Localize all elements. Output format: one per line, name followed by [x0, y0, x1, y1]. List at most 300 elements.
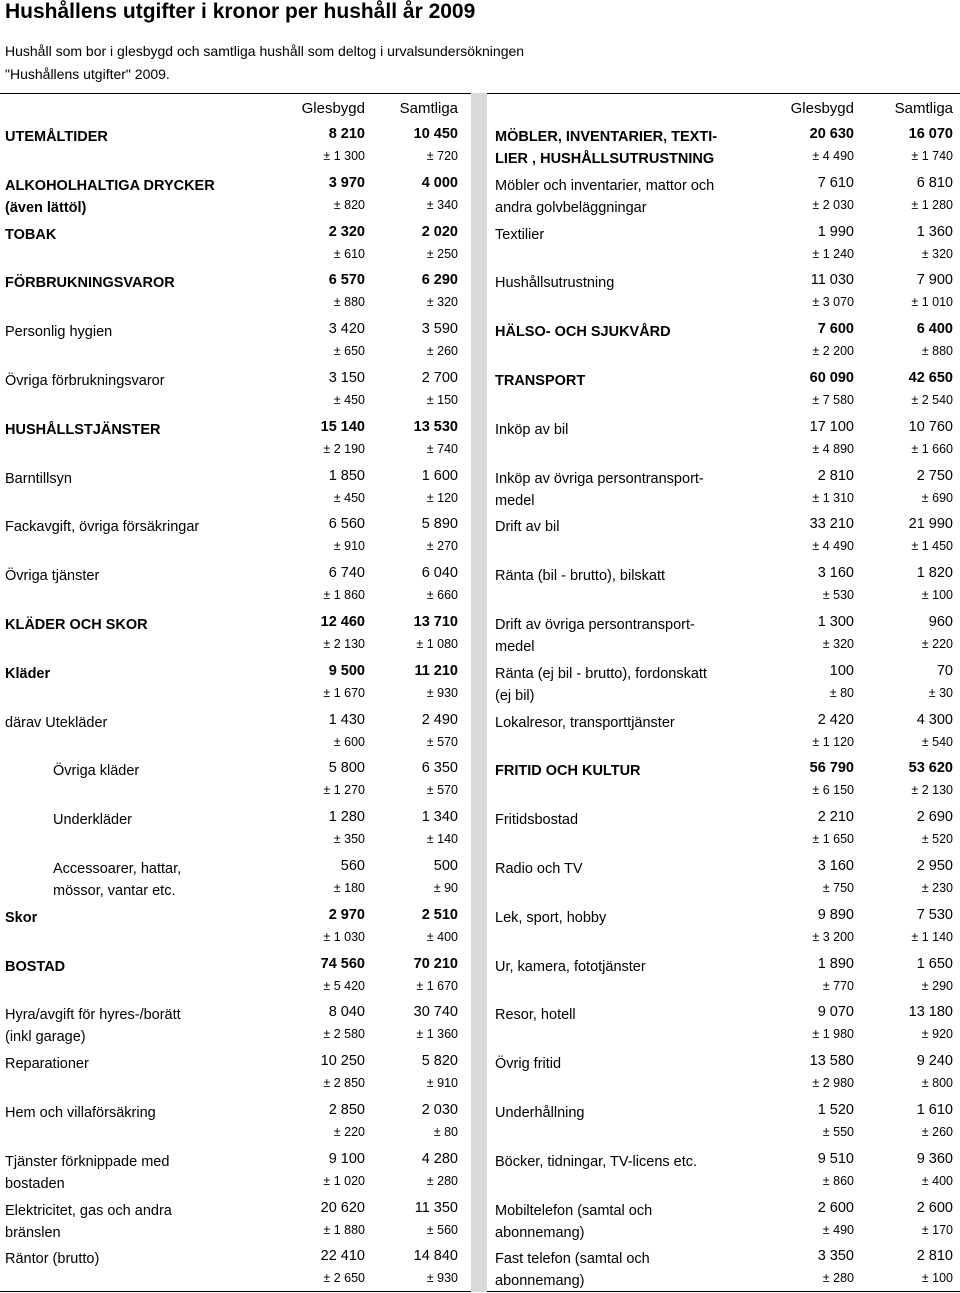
- glesbygd-margin-of-error: ± 1 120: [812, 734, 854, 749]
- glesbygd-value: 3 160: [817, 857, 854, 874]
- table-row: [495, 221, 955, 270]
- row-label-line-2: medel: [495, 638, 535, 655]
- glesbygd-margin-of-error: ± 2 650: [323, 1271, 365, 1286]
- samtliga-margin-of-error: ± 170: [921, 1222, 953, 1237]
- table-row: [5, 660, 465, 709]
- glesbygd-value: 100: [829, 662, 854, 679]
- samtliga-value: 2 690: [916, 809, 953, 826]
- glesbygd-value: 2 600: [817, 1199, 854, 1216]
- samtliga-value: 2 810: [916, 1248, 953, 1265]
- samtliga-margin-of-error: ± 400: [426, 929, 458, 944]
- glesbygd-value: 3 350: [817, 1248, 854, 1265]
- row-label: [5, 419, 160, 441]
- table-row: [5, 465, 465, 514]
- glesbygd-margin-of-error: ± 350: [333, 832, 365, 847]
- row-label: [495, 1151, 697, 1173]
- glesbygd-value: 9 070: [817, 1004, 854, 1021]
- glesbygd-margin-of-error: ± 860: [822, 1173, 854, 1188]
- row-label-line-1: Reparationer: [5, 1056, 89, 1073]
- glesbygd-value: 2 420: [817, 711, 854, 728]
- table-row: [5, 367, 465, 416]
- samtliga-margin-of-error: ± 1 660: [911, 441, 953, 456]
- samtliga-value: 6 400: [916, 321, 953, 338]
- row-label-line-1: Övriga kläder: [53, 763, 140, 780]
- left-header-glesbygd: Glesbygd: [301, 100, 365, 117]
- row-label: [5, 1004, 181, 1048]
- glesbygd-margin-of-error: ± 220: [333, 1124, 365, 1139]
- samtliga-margin-of-error: ± 570: [426, 734, 458, 749]
- samtliga-value: 2 750: [916, 467, 953, 484]
- row-label-line-1: Ränta (ej bil - brutto), fordonskatt: [495, 665, 707, 682]
- row-label-line-1: Elektricitet, gas och andra: [5, 1202, 172, 1219]
- table-row: [495, 513, 955, 562]
- row-label: [495, 614, 695, 658]
- glesbygd-value: 7 600: [817, 321, 854, 338]
- row-label: [53, 760, 139, 782]
- samtliga-value: 11 350: [414, 1199, 458, 1216]
- samtliga-margin-of-error: ± 1 740: [911, 149, 953, 163]
- row-label-line-2: abonnemang): [495, 1224, 585, 1241]
- glesbygd-value: 33 210: [809, 516, 854, 533]
- table-row: [5, 123, 465, 172]
- row-label: [495, 1004, 576, 1026]
- table-row: [5, 709, 465, 758]
- samtliga-value: 4 280: [421, 1150, 458, 1167]
- row-label-line-1: därav Utekläder: [5, 714, 108, 731]
- row-label: [495, 1200, 652, 1244]
- samtliga-margin-of-error: ± 910: [426, 1076, 458, 1091]
- row-label-line-1: Radio och TV: [495, 860, 583, 877]
- row-label-line-1: Hyra/avgift för hyres-/borätt: [5, 1007, 181, 1024]
- samtliga-value: 2 020: [421, 223, 458, 240]
- row-label: [495, 760, 641, 782]
- samtliga-margin-of-error: ± 930: [426, 1271, 458, 1286]
- glesbygd-value: 20 630: [809, 126, 854, 142]
- glesbygd-value: 12 460: [320, 613, 365, 630]
- table-row: [5, 806, 465, 855]
- row-label-line-1: Fritidsbostad: [495, 812, 579, 829]
- row-label: [495, 565, 665, 587]
- table-row: [5, 904, 465, 953]
- row-label-line-2: (inkl garage): [5, 1029, 86, 1046]
- row-label: [495, 858, 583, 880]
- glesbygd-value: 6 560: [328, 516, 365, 533]
- row-label-line-1: Möbler och inventarier, mattor och: [495, 177, 715, 194]
- glesbygd-value: 6 570: [328, 272, 365, 289]
- row-label: [5, 175, 215, 219]
- row-label: [5, 1102, 156, 1124]
- subtitle-line-2: "Hushållens utgifter" 2009.: [5, 66, 170, 82]
- row-label: [53, 809, 132, 831]
- row-label: [5, 1151, 169, 1195]
- row-label: [5, 712, 107, 734]
- row-label-line-1: Textilier: [495, 226, 545, 243]
- glesbygd-margin-of-error: ± 3 070: [812, 295, 854, 310]
- samtliga-margin-of-error: ± 220: [921, 636, 953, 651]
- glesbygd-margin-of-error: ± 1 240: [812, 246, 854, 261]
- right-header-glesbygd: Glesbygd: [790, 100, 854, 117]
- row-label-line-1: Lokalresor, transporttjänster: [495, 714, 675, 731]
- samtliga-value: 2 950: [916, 857, 953, 874]
- samtliga-value: 70 210: [413, 955, 458, 972]
- glesbygd-value: 2 810: [817, 467, 854, 484]
- samtliga-value: 1 820: [916, 565, 953, 582]
- row-label: [5, 663, 50, 685]
- row-label: [5, 272, 175, 294]
- samtliga-margin-of-error: ± 320: [426, 295, 458, 310]
- table-row: [495, 611, 955, 660]
- row-label-line-1: BOSTAD: [5, 958, 66, 975]
- table-row: [495, 904, 955, 953]
- samtliga-margin-of-error: ± 2 540: [911, 392, 953, 407]
- row-label: [5, 370, 165, 392]
- table-row: [5, 1050, 465, 1099]
- table-row: [495, 1197, 955, 1246]
- glesbygd-margin-of-error: ± 1 670: [323, 685, 365, 700]
- left-expense-table: [5, 123, 465, 1293]
- samtliga-value: 3 590: [421, 321, 458, 338]
- samtliga-margin-of-error: ± 930: [426, 685, 458, 700]
- glesbygd-margin-of-error: ± 610: [333, 246, 365, 261]
- samtliga-margin-of-error: ± 250: [426, 246, 458, 261]
- table-row: [5, 269, 465, 318]
- table-row: [495, 1099, 955, 1148]
- row-label-line-1: Kläder: [5, 665, 51, 682]
- samtliga-margin-of-error: ± 880: [921, 344, 953, 359]
- glesbygd-margin-of-error: ± 5 420: [323, 978, 365, 993]
- glesbygd-margin-of-error: ± 180: [333, 880, 365, 895]
- samtliga-margin-of-error: ± 690: [921, 490, 953, 505]
- samtliga-margin-of-error: ± 1 010: [911, 295, 953, 310]
- table-row: [495, 1050, 955, 1099]
- row-label-line-1: Accessoarer, hattar,: [53, 860, 182, 877]
- left-header-samtliga: Samtliga: [399, 100, 458, 117]
- samtliga-margin-of-error: ± 100: [921, 1271, 953, 1286]
- glesbygd-margin-of-error: ± 490: [822, 1222, 854, 1237]
- glesbygd-value: 20 620: [320, 1199, 365, 1216]
- samtliga-margin-of-error: ± 920: [921, 1027, 953, 1042]
- glesbygd-value: 1 280: [328, 809, 365, 826]
- samtliga-value: 2 600: [916, 1199, 953, 1216]
- glesbygd-margin-of-error: ± 600: [333, 734, 365, 749]
- glesbygd-margin-of-error: ± 1 020: [323, 1173, 365, 1188]
- row-label-line-1: Tjänster förknippade med: [5, 1153, 170, 1170]
- row-label-line-1: UTEMÅLTIDER: [5, 129, 108, 145]
- samtliga-value: 5 890: [421, 516, 458, 533]
- glesbygd-value: 2 210: [817, 809, 854, 826]
- row-label-line-2: (även lättöl): [5, 199, 87, 216]
- row-label: [495, 1248, 650, 1292]
- row-label-line-1: Drift av övriga persontransport-: [495, 616, 695, 633]
- glesbygd-margin-of-error: ± 1 880: [323, 1222, 365, 1237]
- samtliga-value: 6 040: [421, 565, 458, 582]
- glesbygd-margin-of-error: ± 1 860: [323, 588, 365, 603]
- glesbygd-value: 10 250: [320, 1053, 365, 1070]
- glesbygd-value: 560: [340, 857, 365, 874]
- glesbygd-value: 5 800: [328, 760, 365, 777]
- row-label-line-1: Fast telefon (samtal och: [495, 1251, 650, 1268]
- right-header-samtliga: Samtliga: [894, 100, 953, 117]
- samtliga-margin-of-error: ± 1 360: [416, 1027, 458, 1042]
- table-row: [5, 1001, 465, 1050]
- row-label: [5, 321, 112, 343]
- glesbygd-margin-of-error: ± 1 980: [812, 1027, 854, 1042]
- samtliga-value: 500: [433, 857, 458, 874]
- samtliga-margin-of-error: ± 290: [921, 978, 953, 993]
- row-label: [495, 468, 704, 512]
- samtliga-margin-of-error: ± 1 450: [911, 539, 953, 554]
- samtliga-margin-of-error: ± 720: [426, 149, 458, 163]
- table-row: [495, 123, 955, 172]
- samtliga-value: 11 210: [414, 662, 458, 679]
- table-row: [5, 172, 465, 221]
- glesbygd-margin-of-error: ± 4 490: [812, 149, 854, 163]
- table-row: [495, 465, 955, 514]
- table-row: [5, 221, 465, 270]
- row-label-line-1: Resor, hotell: [495, 1007, 576, 1024]
- samtliga-margin-of-error: ± 230: [921, 880, 953, 895]
- glesbygd-value: 8 210: [328, 126, 365, 142]
- row-label: [495, 175, 714, 219]
- right-expense-table: [495, 123, 955, 1293]
- table-row: [5, 513, 465, 562]
- row-label-line-1: FRITID OCH KULTUR: [495, 763, 641, 780]
- samtliga-value: 13 180: [908, 1004, 953, 1021]
- table-row: [495, 855, 955, 904]
- glesbygd-value: 2 970: [328, 906, 365, 923]
- row-label-line-2: LIER , HUSHÅLLSUTRUSTNING: [495, 151, 715, 167]
- glesbygd-margin-of-error: ± 7 580: [812, 392, 854, 407]
- row-label-line-1: MÖBLER, INVENTARIER, TEXTI-: [495, 129, 718, 145]
- table-row: [5, 1245, 465, 1293]
- samtliga-margin-of-error: ± 80: [433, 1124, 458, 1139]
- samtliga-value: 4 300: [916, 711, 953, 728]
- samtliga-margin-of-error: ± 520: [921, 832, 953, 847]
- samtliga-margin-of-error: ± 1 280: [911, 197, 953, 212]
- row-label: [495, 809, 578, 831]
- table-row: [495, 660, 955, 709]
- row-label-line-1: Underhållning: [495, 1104, 585, 1121]
- row-label-line-1: ALKOHOLHALTIGA DRYCKER: [5, 177, 215, 194]
- samtliga-margin-of-error: ± 140: [426, 832, 458, 847]
- row-label-line-1: Övriga förbrukningsvaror: [5, 372, 165, 389]
- row-label-line-1: FÖRBRUKNINGSVAROR: [5, 275, 175, 292]
- samtliga-value: 1 600: [421, 467, 458, 484]
- samtliga-value: 10 450: [413, 126, 458, 142]
- samtliga-value: 42 650: [908, 369, 953, 386]
- row-label-line-2: medel: [495, 492, 535, 509]
- samtliga-margin-of-error: ± 120: [426, 490, 458, 505]
- samtliga-value: 960: [928, 613, 953, 630]
- samtliga-margin-of-error: ± 280: [426, 1173, 458, 1188]
- samtliga-value: 6 810: [916, 174, 953, 191]
- page-title: Hushållens utgifter i kronor per hushåll år 2009: [5, 0, 476, 23]
- glesbygd-margin-of-error: ± 1 300: [323, 149, 365, 163]
- glesbygd-value: 2 850: [328, 1101, 365, 1118]
- row-label: [5, 907, 37, 929]
- glesbygd-margin-of-error: ± 2 980: [812, 1076, 854, 1091]
- samtliga-margin-of-error: ± 1 080: [416, 636, 458, 651]
- table-row: [5, 562, 465, 611]
- glesbygd-value: 3 160: [817, 565, 854, 582]
- samtliga-value: 6 290: [421, 272, 458, 289]
- samtliga-value: 14 840: [413, 1248, 458, 1265]
- table-row: [5, 855, 465, 904]
- table-row: [495, 953, 955, 1002]
- glesbygd-margin-of-error: ± 80: [829, 685, 854, 700]
- samtliga-value: 70: [936, 662, 953, 679]
- table-row: [495, 367, 955, 416]
- samtliga-margin-of-error: ± 400: [921, 1173, 953, 1188]
- table-row: [495, 1148, 955, 1197]
- row-label: [495, 663, 707, 707]
- row-label: [5, 614, 148, 636]
- samtliga-value: 9 360: [916, 1150, 953, 1167]
- samtliga-value: 5 820: [421, 1053, 458, 1070]
- row-label-line-1: Inköp av övriga persontransport-: [495, 470, 704, 487]
- row-label: [495, 321, 671, 343]
- glesbygd-value: 3 420: [328, 321, 365, 338]
- glesbygd-value: 56 790: [809, 760, 854, 777]
- samtliga-margin-of-error: ± 1 140: [911, 929, 953, 944]
- table-row: [495, 806, 955, 855]
- samtliga-value: 16 070: [908, 126, 953, 142]
- glesbygd-margin-of-error: ± 2 850: [323, 1076, 365, 1091]
- row-label: [495, 516, 559, 538]
- row-label-line-1: HÄLSO- OCH SJUKVÅRD: [495, 324, 671, 341]
- row-label: [495, 1102, 584, 1124]
- row-label-line-1: Ur, kamera, fototjänster: [495, 958, 646, 975]
- samtliga-margin-of-error: ± 800: [921, 1076, 953, 1091]
- row-label-line-1: TOBAK: [5, 226, 57, 243]
- row-label-line-1: Personlig hygien: [5, 324, 113, 341]
- row-label: [495, 1053, 561, 1075]
- table-row: [5, 757, 465, 806]
- glesbygd-value: 3 970: [328, 174, 365, 191]
- glesbygd-margin-of-error: ± 1 030: [323, 929, 365, 944]
- table-row: [5, 1197, 465, 1246]
- table-row: [495, 709, 955, 758]
- samtliga-value: 4 000: [421, 174, 458, 191]
- glesbygd-value: 11 030: [810, 272, 854, 289]
- samtliga-margin-of-error: ± 340: [426, 197, 458, 212]
- samtliga-value: 2 030: [421, 1101, 458, 1118]
- row-label-line-1: Drift av bil: [495, 519, 560, 536]
- glesbygd-value: 9 500: [328, 662, 365, 679]
- row-label-line-1: Hem och villaförsäkring: [5, 1104, 156, 1121]
- row-label-line-1: Böcker, tidningar, TV-licens etc.: [495, 1153, 698, 1170]
- glesbygd-margin-of-error: ± 650: [333, 344, 365, 359]
- row-label-line-1: Fackavgift, övriga försäkringar: [5, 519, 200, 536]
- glesbygd-margin-of-error: ± 2 190: [323, 441, 365, 456]
- row-label-line-1: Ränta (bil - brutto), bilskatt: [495, 568, 666, 585]
- samtliga-value: 7 900: [916, 272, 953, 289]
- glesbygd-margin-of-error: ± 1 310: [812, 490, 854, 505]
- samtliga-margin-of-error: ± 260: [426, 344, 458, 359]
- glesbygd-margin-of-error: ± 4 490: [812, 539, 854, 554]
- samtliga-margin-of-error: ± 150: [426, 392, 458, 407]
- glesbygd-value: 13 580: [809, 1053, 854, 1070]
- row-label-line-1: Övrig fritid: [495, 1056, 562, 1073]
- glesbygd-value: 8 040: [328, 1004, 365, 1021]
- glesbygd-margin-of-error: ± 550: [822, 1124, 854, 1139]
- row-label-line-1: Mobiltelefon (samtal och: [495, 1202, 653, 1219]
- glesbygd-margin-of-error: ± 2 030: [812, 197, 854, 212]
- glesbygd-margin-of-error: ± 320: [822, 636, 854, 651]
- table-row: [495, 318, 955, 367]
- samtliga-value: 9 240: [916, 1053, 953, 1070]
- row-label: [495, 126, 717, 170]
- samtliga-margin-of-error: ± 30: [928, 685, 953, 700]
- table-row: [5, 416, 465, 465]
- glesbygd-value: 1 430: [328, 711, 365, 728]
- samtliga-margin-of-error: ± 2 130: [911, 783, 953, 798]
- table-row: [495, 1001, 955, 1050]
- glesbygd-value: 1 890: [817, 955, 854, 972]
- samtliga-margin-of-error: ± 260: [921, 1124, 953, 1139]
- samtliga-value: 6 350: [421, 760, 458, 777]
- samtliga-value: 13 710: [413, 613, 458, 630]
- row-label-line-1: Räntor (brutto): [5, 1251, 100, 1268]
- samtliga-margin-of-error: ± 660: [426, 588, 458, 603]
- glesbygd-value: 60 090: [809, 369, 854, 386]
- samtliga-value: 2 490: [421, 711, 458, 728]
- glesbygd-value: 9 890: [817, 906, 854, 923]
- row-label-line-1: Övriga tjänster: [5, 568, 100, 585]
- row-label-line-1: Underkläder: [53, 812, 132, 829]
- row-label: [5, 516, 199, 538]
- glesbygd-margin-of-error: ± 750: [822, 880, 854, 895]
- row-label: [495, 272, 614, 294]
- samtliga-value: 7 530: [916, 906, 953, 923]
- row-label: [5, 224, 56, 246]
- samtliga-margin-of-error: ± 540: [921, 734, 953, 749]
- column-separator: [471, 93, 487, 1292]
- samtliga-margin-of-error: ± 560: [426, 1222, 458, 1237]
- glesbygd-value: 1 300: [817, 613, 854, 630]
- samtliga-margin-of-error: ± 90: [433, 880, 458, 895]
- glesbygd-margin-of-error: ± 820: [333, 197, 365, 212]
- glesbygd-margin-of-error: ± 450: [333, 490, 365, 505]
- glesbygd-margin-of-error: ± 1 650: [812, 832, 854, 847]
- samtliga-value: 10 760: [908, 418, 953, 435]
- glesbygd-margin-of-error: ± 4 890: [812, 441, 854, 456]
- samtliga-value: 2 510: [421, 906, 458, 923]
- glesbygd-margin-of-error: ± 2 130: [323, 636, 365, 651]
- row-label: [5, 565, 99, 587]
- glesbygd-margin-of-error: ± 1 270: [323, 783, 365, 798]
- table-row: [5, 611, 465, 660]
- samtliga-value: 1 610: [916, 1101, 953, 1118]
- samtliga-value: 21 990: [908, 516, 953, 533]
- row-label: [495, 419, 568, 441]
- glesbygd-value: 3 150: [328, 369, 365, 386]
- glesbygd-margin-of-error: ± 530: [822, 588, 854, 603]
- samtliga-value: 1 340: [421, 809, 458, 826]
- samtliga-value: 1 650: [916, 955, 953, 972]
- table-row: [5, 1148, 465, 1197]
- samtliga-value: 2 700: [421, 369, 458, 386]
- row-label-line-1: Barntillsyn: [5, 470, 72, 487]
- row-label-line-2: andra golvbeläggningar: [495, 199, 647, 216]
- row-label: [5, 956, 65, 978]
- glesbygd-value: 1 520: [817, 1101, 854, 1118]
- glesbygd-value: 1 850: [328, 467, 365, 484]
- glesbygd-value: 1 990: [817, 223, 854, 240]
- row-label-line-2: abonnemang): [495, 1273, 585, 1290]
- glesbygd-margin-of-error: ± 280: [822, 1271, 854, 1286]
- glesbygd-margin-of-error: ± 910: [333, 539, 365, 554]
